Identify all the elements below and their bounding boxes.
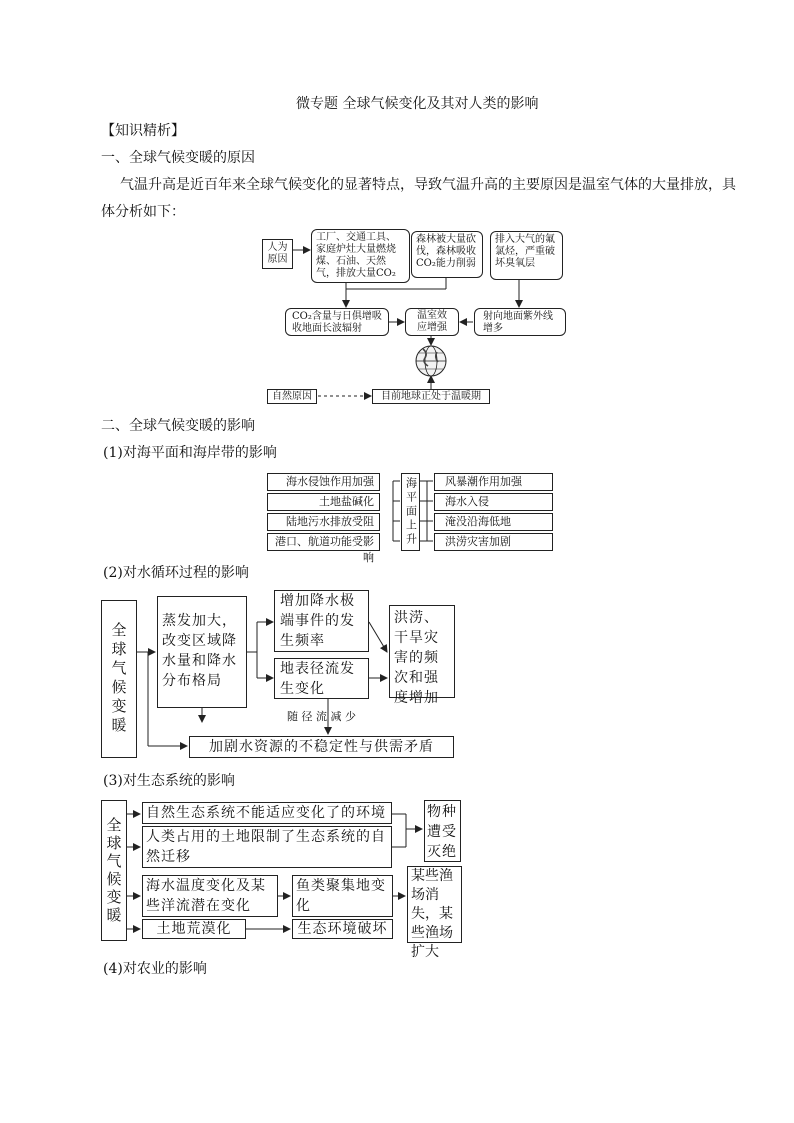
subheading-sea-level: (1)对海平面和海岸带的影响: [103, 445, 277, 461]
evaporation-box: 蒸发加大，改变区域降水量和降水分布格局: [157, 596, 247, 708]
eco-reason-3: 海水温度变化及某些洋流潜在变化: [142, 875, 278, 917]
sea-left-item-4: 港口、航道功能受影响: [267, 533, 380, 551]
subheading-water-cycle: (2)对水循环过程的影响: [103, 565, 249, 581]
fishery-change-box: 某些渔场消失，某些渔场扩大: [407, 866, 462, 943]
uv-increase-box: 射向地面紫外线增多: [474, 308, 566, 336]
sea-left-item-1: 海水侵蚀作用加强: [267, 473, 380, 491]
eco-main-box: [101, 800, 127, 941]
deforestation-box: 森林被大量砍伐，森林吸收CO₂能力削弱: [411, 231, 483, 278]
water-main-label: 全球气候变暖: [109, 622, 128, 736]
sea-right-item-3: 淹没沿海低地: [434, 513, 553, 531]
natural-cause-box: 自然原因: [267, 389, 317, 404]
greenhouse-effect-box: 温室效应增强: [405, 308, 459, 336]
sea-right-item-2: 海水入侵: [434, 493, 553, 511]
runoff-change-box: 地表径流发生变化: [274, 658, 369, 699]
fish-gathering-box: 鱼类聚集地变化: [292, 875, 393, 917]
section-label: 【知识精析】: [101, 123, 185, 139]
warm-period-box: 目前地球正处于温暖期: [372, 389, 490, 404]
eco-environment-box: 生态环境破坏: [292, 919, 393, 939]
freon-box: 排入大气的氟氯烃，严重破坏臭氧层: [490, 231, 563, 280]
subheading-ecosystem: (3)对生态系统的影响: [103, 773, 235, 789]
eco-reason-4: 土地荒漠化: [142, 919, 246, 939]
flood-drought-box: 洪涝、干旱灾害的频次和强度增加: [389, 605, 455, 698]
extreme-precip-box: 增加降水极端事件的发生频率: [274, 590, 369, 652]
page-title: 微专题 全球气候变化及其对人类的影响: [296, 96, 539, 112]
eco-main-label: 全球气候变暖: [104, 816, 123, 925]
sea-right-item-4: 洪涝灾害加剧: [434, 533, 553, 551]
co2-increase-box: CO₂含量与日俱增吸收地面长波辐射: [285, 308, 389, 336]
eco-reason-1: 自然生态系统不能适应变化了的环境: [142, 802, 392, 824]
heading-impacts: 二、全球气候变暖的影响: [101, 418, 255, 434]
human-cause-box: 人为原因: [262, 239, 293, 269]
sea-left-item-2: 土地盐碱化: [267, 493, 380, 511]
paragraph-line-2: 体分析如下：: [101, 204, 185, 220]
runoff-decrease-label: 随 径 流 减 少: [287, 710, 356, 723]
sea-left-item-3: 陆地污水排放受阻: [267, 513, 380, 531]
water-resource-box: 加剧水资源的不稳定性与供需矛盾: [189, 736, 454, 758]
sea-level-rise-label: 海平面上升: [404, 477, 418, 547]
species-extinction-box: 物种遭受灭绝: [424, 800, 461, 862]
paragraph-line-1: 气温升高是近百年来全球气候变化的显著特点，导致气温升高的主要原因是温室气体的大量排放，具: [120, 177, 736, 193]
heading-causes: 一、全球气候变暖的原因: [101, 150, 255, 166]
factory-emissions-box: 工厂、交通工具、家庭炉灶大量燃烧煤、石油、天然气，排放大量CO₂: [311, 229, 410, 283]
sea-right-item-1: 风暴潮作用加强: [434, 473, 553, 491]
eco-reason-2: 人类占用的土地限制了生态系统的自然迁移: [142, 826, 392, 868]
subheading-agriculture: (4)对农业的影响: [103, 961, 207, 977]
